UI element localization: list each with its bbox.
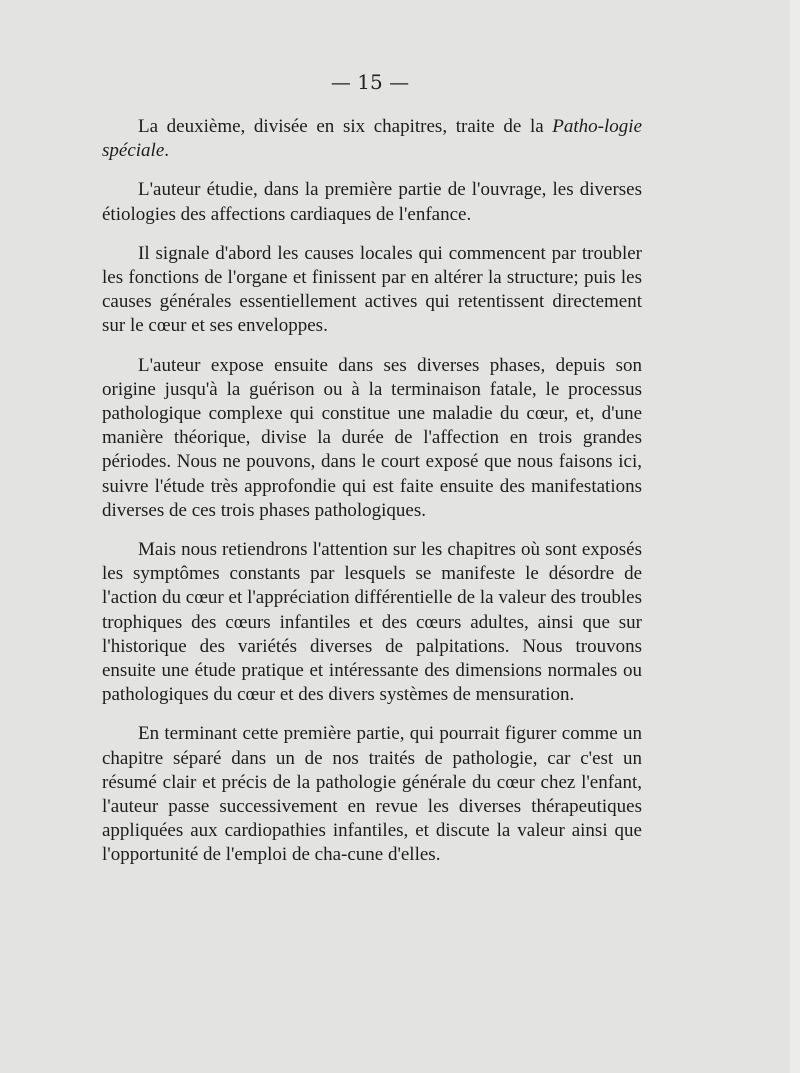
page-number: — 15 — — [330, 70, 410, 94]
paragraph-1-start: La deuxième, divisée en six chapitres, traite de la — [138, 116, 553, 137]
paragraph-1 — [102, 115, 642, 163]
body-text — [102, 115, 642, 883]
paragraph-4: L'auteur expose ensuite dans ses diverses phases, depuis son origine jusqu'à la guérison ou à la terminaison fatale, le processus pathologique complexe qui constitue une maladie du cœur, et, d'une manière théorique, divise la durée de l'affection en trois grandes périodes. Nous ne pouvons, dans le court exposé que nous faisons ici, suivre l'étude très approfondie qui est faite ensuite des manifestations diverses de ces trois phases pathologiques. — [102, 354, 642, 521]
paragraph-5: Mais nous retiendrons l'attention sur les chapitres où sont exposés les symptômes constants par lesquels se manifeste le désordre de l'action du cœur et l'appréciation différentielle de la valeur des troubles trophiques des cœurs infantiles et des cœurs adultes, ainsi que sur l'historique des variétés diverses de palpitations. Nous trouvons ensuite une étude pratique et intéressante des dimensions normales ou pathologiques du cœur et des divers systèmes de mensuration. — [102, 539, 642, 706]
paragraph-2: L'auteur étudie, dans la première partie de l'ouvrage, les diverses étiologies des affections cardiaques de l'enfance. — [102, 179, 642, 225]
italic-title: Patho-logie spéciale — [102, 116, 642, 162]
paragraph-3: Il signale d'abord les causes locales qui commencent par troubler les fonctions de l'organe et finissent par en altérer la structure; puis les causes générales essentiellement actives qui retentissent directement sur le cœur et ses enveloppes. — [102, 242, 642, 337]
paragraph-1-end: . — [164, 140, 170, 162]
paragraph-6: En terminant cette première partie, qui pourrait figurer comme un chapitre séparé dans un de nos traités de pathologie, car c'est un résumé clair et précis de la pathologie générale du cœur chez l'enfant, l'auteur passe successivement en revue les diverses thérapeutiques appliquées aux cardiopathies infantiles, et discute la valeur ainsi que l'opportunité de l'emploi de cha-cune d'elles. — [102, 723, 642, 866]
